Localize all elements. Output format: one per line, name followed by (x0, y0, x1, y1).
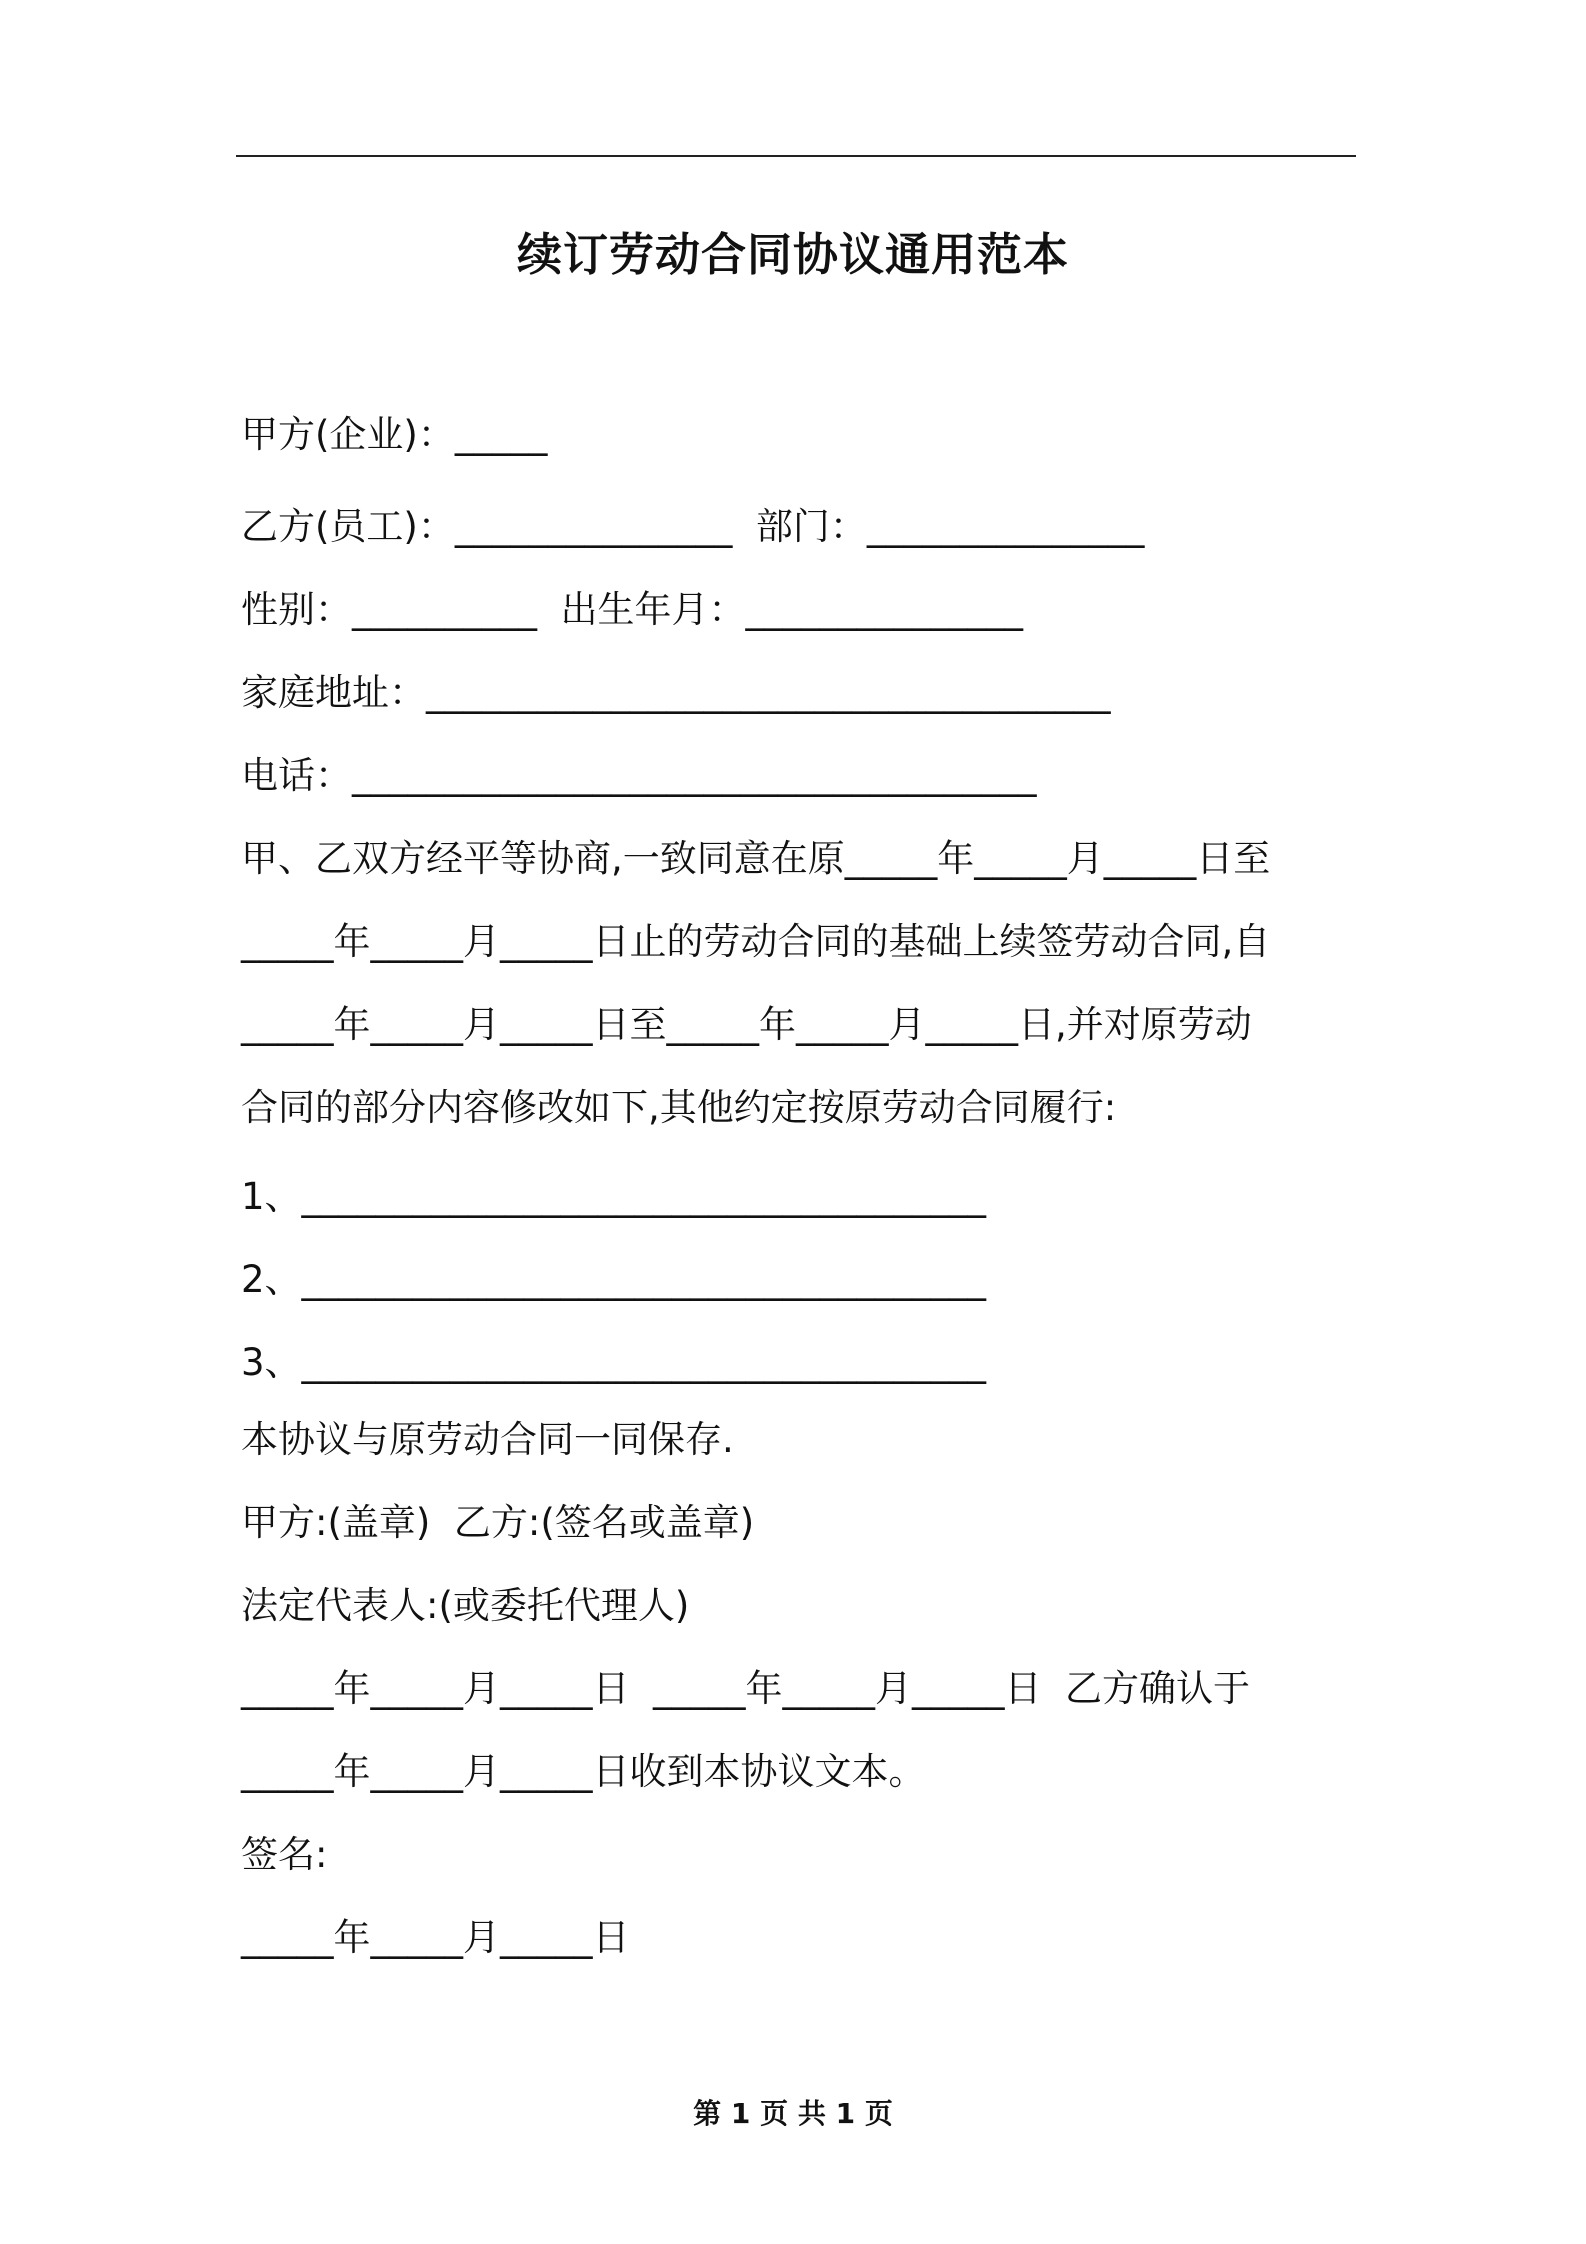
agreement-text-line-1: 甲、乙双方经平等协商,一致同意在原_____年_____月_____日至 (241, 837, 1271, 880)
agreement-text-line-3: _____年_____月_____日至_____年_____月_____日,并对原劳动 (241, 1003, 1252, 1046)
final-date-line: _____年_____月_____日 (241, 1916, 630, 1959)
header-rule (236, 155, 1356, 157)
agreement-text-line-2: _____年_____月_____日止的劳动合同的基础上续签劳动合同,自 (241, 920, 1271, 963)
agreement-text-line-4: 合同的部分内容修改如下,其他约定按原劳动合同履行: (241, 1086, 1117, 1129)
document-title: 续订劳动合同协议通用范本 (516, 228, 1069, 281)
amendment-item-2: 2、_____________________________________ (241, 1258, 987, 1301)
home-address-line: 家庭地址：_____________________________________ (241, 671, 1111, 714)
storage-note: 本协议与原劳动合同一同保存. (241, 1418, 734, 1461)
party-b-line: 乙方(员工)：_______________ 部门：_______________ (241, 505, 1145, 548)
page-number-footer: 第 1 页 共 1 页 (693, 2097, 893, 2130)
signature-label: 签名: (241, 1833, 328, 1876)
gender-birth-line: 性别：__________ 出生年月：_______________ (241, 588, 1024, 631)
phone-line: 电话：_____________________________________ (241, 754, 1037, 797)
party-a-line: 甲方(企业)：_____ (241, 413, 548, 456)
legal-representative-line: 法定代表人:(或委托代理人) (241, 1584, 690, 1627)
signing-dates-line: _____年_____月_____日 _____年_____月_____日 乙方确认于 (241, 1667, 1251, 1710)
amendment-item-3: 3、_____________________________________ (241, 1341, 987, 1384)
receipt-date-line: _____年_____月_____日收到本协议文本。 (241, 1750, 926, 1793)
signature-parties-line: 甲方:(盖章) 乙方:(签名或盖章) (241, 1501, 755, 1544)
amendment-item-1: 1、_____________________________________ (241, 1175, 987, 1218)
